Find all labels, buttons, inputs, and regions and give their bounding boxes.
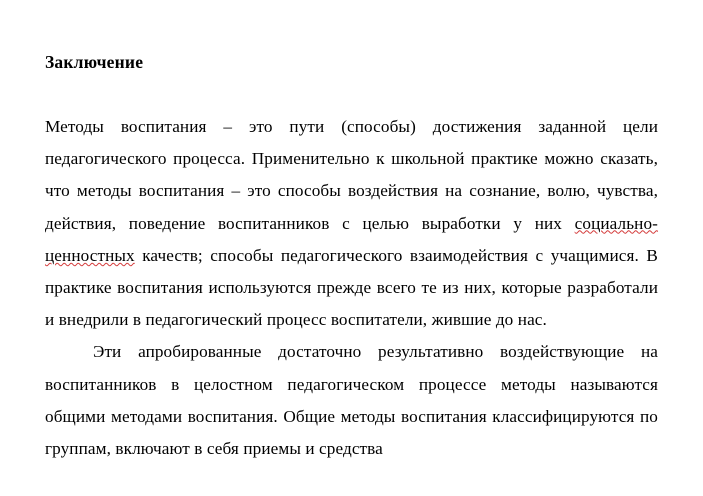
document-body <box>45 111 658 465</box>
spellcheck-underline: социально-ценностных <box>45 213 658 265</box>
page-title: Заключение <box>45 52 144 72</box>
paragraph: Методы воспитания – это пути (способы) достижения заданной цели педагогического процесса. Применительно к школьной практике можно сказать, что методы воспитания – это способы воздействия на сознание, волю, чувства, действия, поведение воспитанников с целью выработки у них социально-ценностных качеств; способы педагогического взаимодействия с учащимися. В практике воспитания используются прежде всего те из них, которые разработали и внедрили в педагогический процесс воспитатели, жившие до нас. <box>45 117 658 330</box>
paragraph: Эти апробированные достаточно результативно воздействующие на воспитанников в целостном педагогическом процессе методы называются общими методами воспитания. Общие методы воспитания классифицируются по группам, включают в себя приемы и средства <box>45 342 658 459</box>
